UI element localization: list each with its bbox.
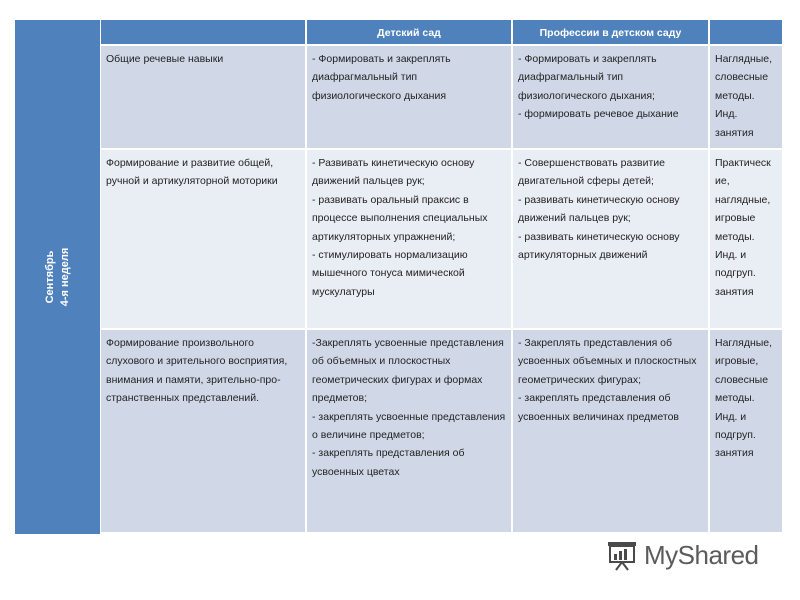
- row2-professions: - Совершенствовать развитие двигательной сферы детей; - развивать кинетическую основу движений пальцев рук; - развивать кинетическую основу артикуляторных движений: [513, 150, 710, 330]
- header-topic: [101, 20, 307, 46]
- row3-topic: Формирование произвольного слухового и зрительного восприятия, внимания и памяти, зрительно-про- странственных представлений.: [101, 330, 307, 534]
- table-grid: [101, 20, 784, 534]
- logo-text: MyShared: [644, 540, 759, 570]
- period-side-cell: [15, 20, 101, 534]
- header-methods: [710, 20, 784, 46]
- row2-topic: Формирование и развитие общей, ручной и артикуляторной моторики: [101, 150, 307, 330]
- row2-kindergarten: - Развивать кинетическую основу движений пальцев рук; - развивать оральный праксис в процессе выполнения специальных артикуляторных упражнений; - стимулировать нормализацию мышечного тонуса мимической мускулатуры: [307, 150, 513, 330]
- header-professions: Профессии в детском саду: [513, 20, 710, 46]
- row3-professions: - Закреплять представления об усвоенных объемных и плоскостных геометрических фигурах; - закреплять представления об усвоенных величинах предметов: [513, 330, 710, 534]
- week-label: 4-я неделя: [58, 247, 71, 307]
- myshared-logo[interactable]: [606, 536, 776, 576]
- row1-methods: Наглядные, словесные методы. Инд. занятия: [710, 46, 784, 150]
- row1-professions: - Формировать и закреплять диафрагмальный тип физиологического дыхания; - формировать речевое дыхание: [513, 46, 710, 150]
- row3-kindergarten: -Закреплять усвоенные представления об объемных и плоскостных геометрических фигурах и формах предметов; - закреплять усвоенные представления о величине предметов; - закреплять представления об усвоенных цветах: [307, 330, 513, 534]
- presentation-icon: [606, 538, 640, 572]
- row1-topic: Общие речевые навыки: [101, 46, 307, 150]
- row3-methods: Наглядные, игровые, словесные методы. Инд. и подгруп. занятия: [710, 330, 784, 534]
- lesson-plan-table: [15, 20, 784, 534]
- month-label: Сентябрь: [43, 250, 56, 304]
- row1-kindergarten: - Формировать и закреплять диафрагмальный тип физиологического дыхания: [307, 46, 513, 150]
- header-kindergarten: Детский сад: [307, 20, 513, 46]
- row2-methods: Практическ ие, наглядные, игровые методы. Инд. и подгруп. занятия: [710, 150, 784, 330]
